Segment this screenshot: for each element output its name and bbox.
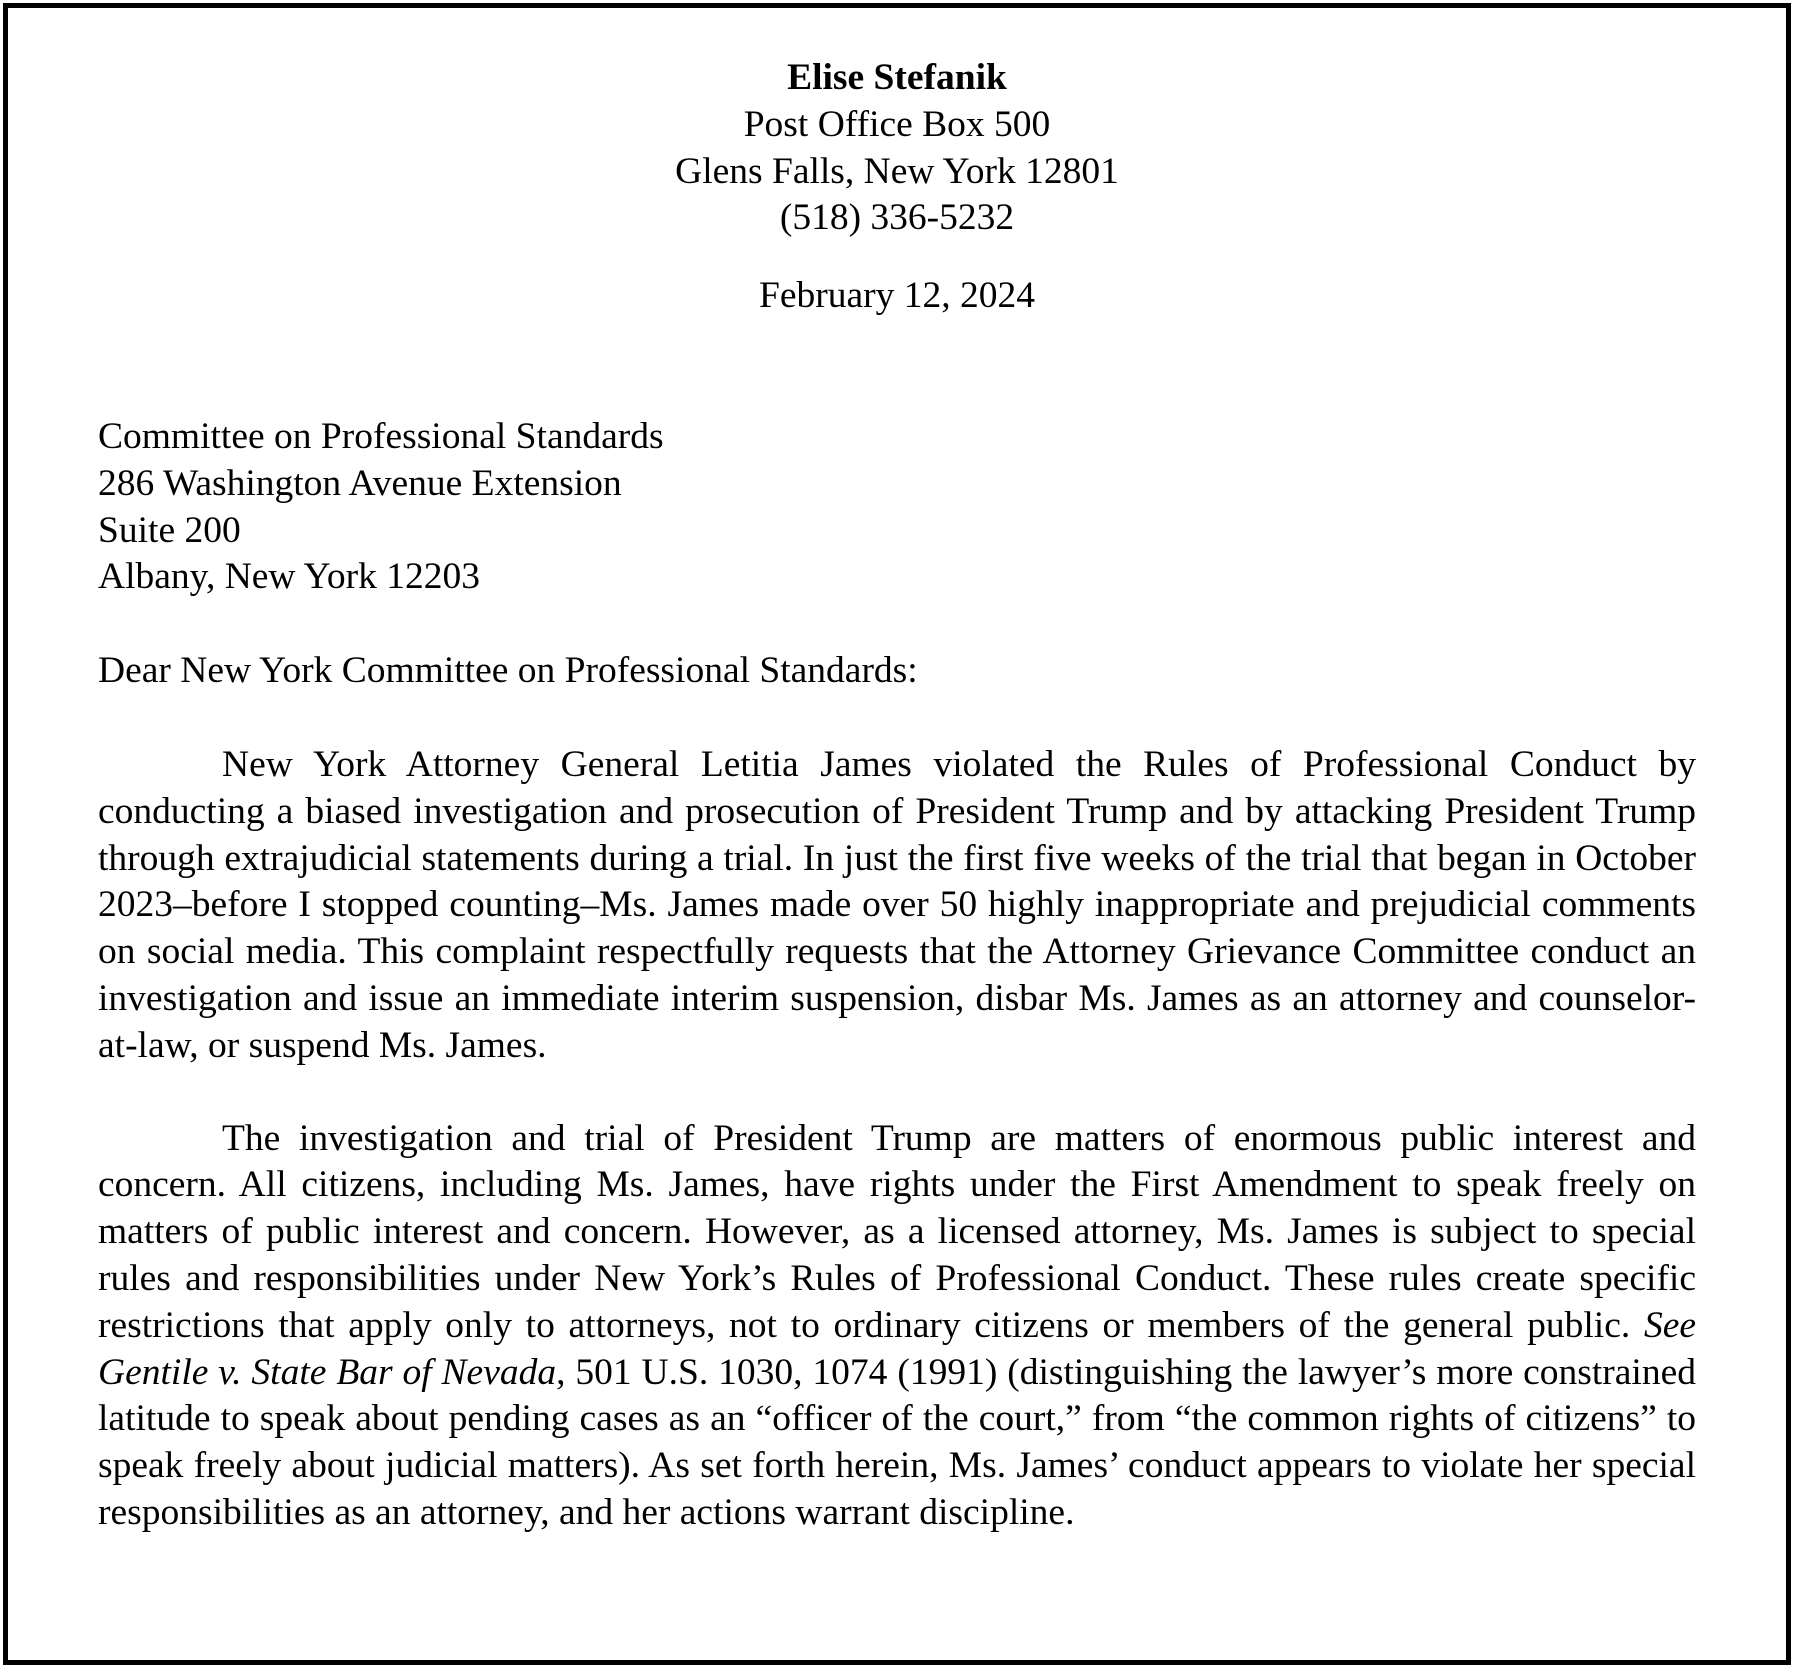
- case-citation: See Gentile v. State Bar of Nevada: [98, 1304, 1696, 1393]
- letter-date: February 12, 2024: [759, 275, 1035, 317]
- recipient-line2: 286 Washington Avenue Extension: [98, 462, 622, 504]
- sender-address-line1: Post Office Box 500: [743, 103, 1051, 145]
- paragraph-2-text-start: The investigation and trial of President Trump are matters of enormous public interest and concern. All citizens, including Ms. James, have rights under the First Amendment to speak freely on matters of public interest and concern. However, as a licensed attorney, Ms. James is subject to special rules and responsibilities under New York’s Rules of Professional Conduct. These rules create specific restrictions that apply only to attorneys, not to ordinary citizens or members of the general public.: [98, 1117, 1696, 1346]
- sender-address-line2: Glens Falls, New York 12801: [675, 150, 1119, 192]
- recipient-line4: Albany, New York 12203: [98, 556, 480, 598]
- recipient-address: [98, 414, 1696, 601]
- paragraph-2-text-end: , 501 U.S. 1030, 1074 (1991) (distinguishing the lawyer’s more constrained latitude to speak about pending cases as an “officer of the court,” from “the common rights of citizens” to speak freely about judicial matters). As set forth herein, Ms. James’ conduct appears to violate her special responsibilities as an attorney, and her actions warrant discipline.: [98, 1351, 1696, 1533]
- letter: [98, 55, 1696, 1574]
- recipient-line3: Suite 200: [98, 509, 241, 551]
- letterhead: [98, 55, 1696, 242]
- body-paragraph-2: [98, 1116, 1696, 1537]
- sender-phone: (518) 336-5232: [779, 197, 1015, 239]
- recipient-line1: Committee on Professional Standards: [98, 415, 664, 457]
- sender-name: Elise Stefanik: [787, 57, 1007, 98]
- salutation: Dear New York Committee on Professional Standards:: [98, 650, 918, 692]
- body-paragraph-1: New York Attorney General Letitia James violated the Rules of Professional Conduct by conducting a biased investigation and prosecution of President Trump and by attacking President Trump through extrajudicial statements during a trial. In just the first five weeks of the trial that began in October 2023–before I stopped counting–Ms. James made over 50 highly inappropriate and prejudicial comments on social media. This complaint respectfully requests that the Attorney Grievance Committee conduct an investigation and issue an immediate interim suspension, disbar Ms. James as an attorney and counselor-at-law, or suspend Ms. James.: [98, 743, 1696, 1066]
